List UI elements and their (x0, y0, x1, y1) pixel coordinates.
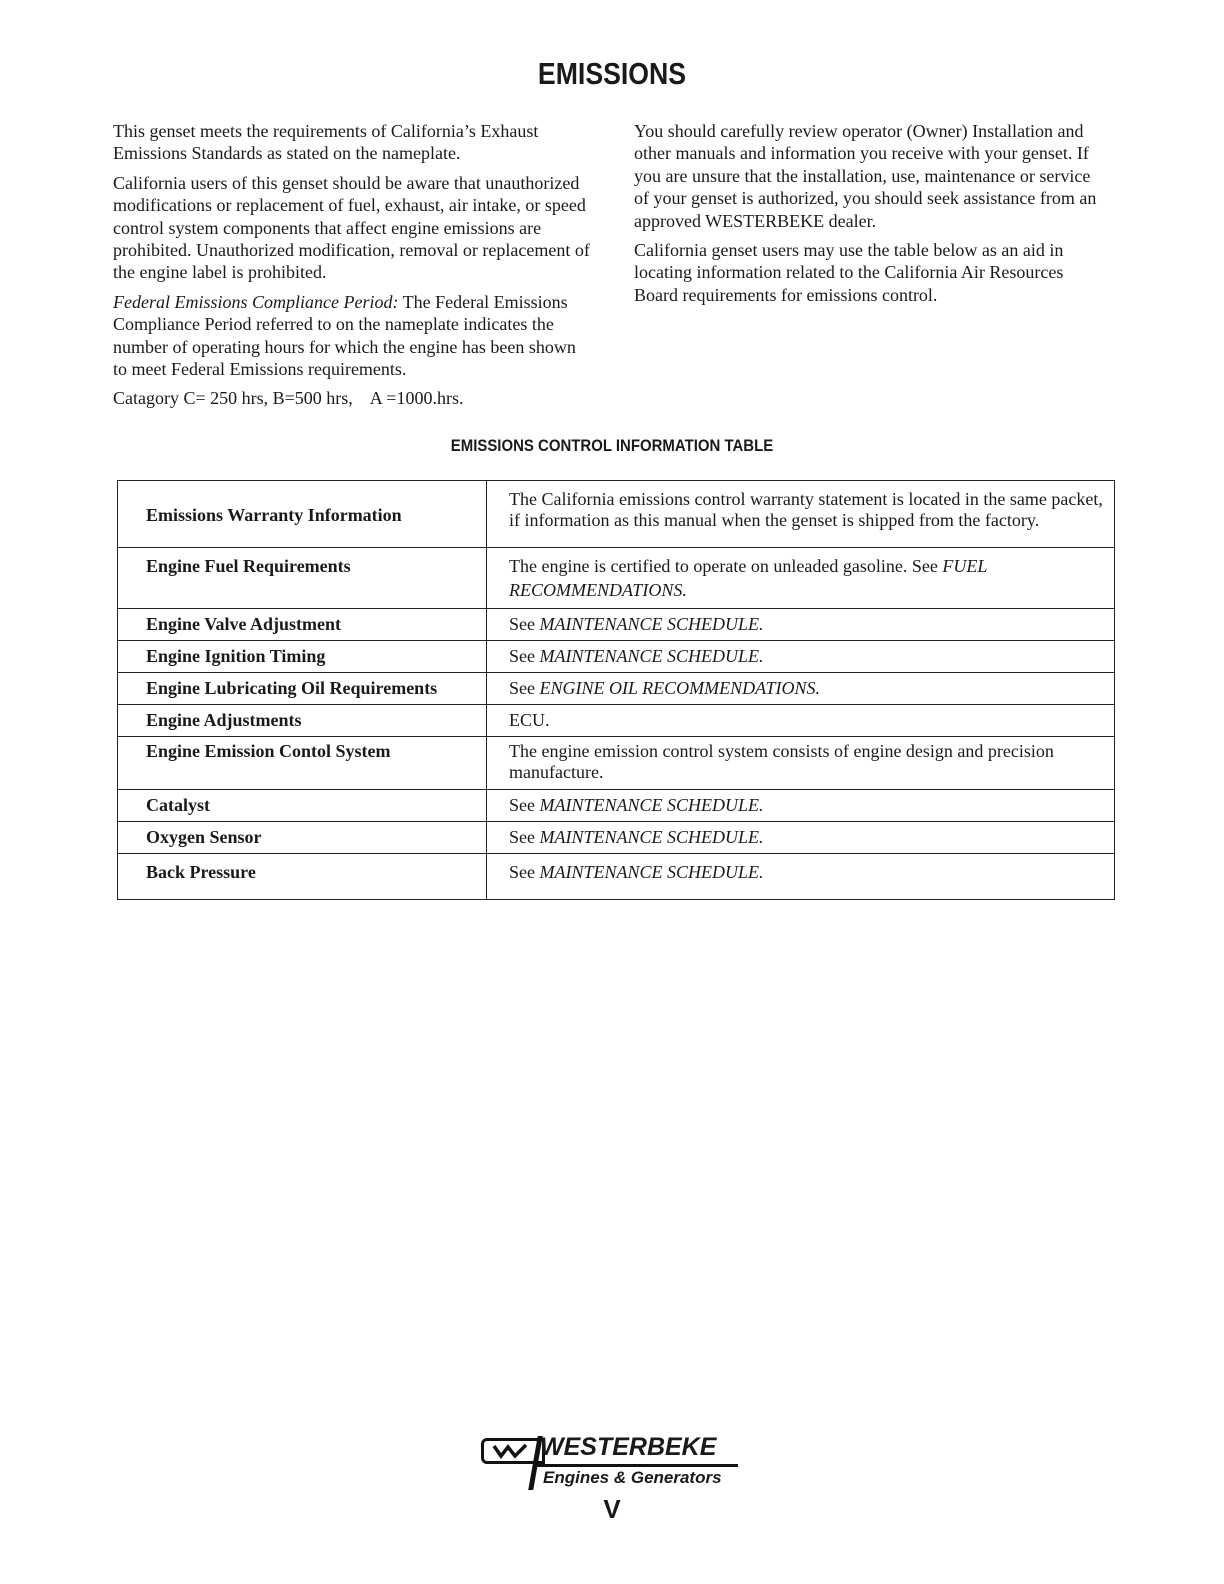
row-value (487, 673, 1115, 705)
row-value-ref: FUEL RECOMMENDATIONS. (509, 556, 988, 600)
california-users-paragraph: California users of this genset should be aware that unauthorized modifications or replacement of fuel, exhaust, air intake, or speed control system components that affect engine emissions are prohibited. Unauthorized modification, removal or replacement of the engine label is prohibited. (113, 172, 590, 283)
table-row (118, 790, 1115, 822)
row-label: Engine Adjustments (118, 705, 487, 737)
compliance-period-paragraph (113, 291, 593, 381)
row-value-ref: MAINTENANCE SCHEDULE. (539, 862, 764, 882)
logo-rule (533, 1464, 738, 1467)
compliance-period-text: The Federal Emissions Compliance Period referred to on the nameplate indicates the number of operating hours for which the engine has been shown to meet Federal Emissions requirements. (113, 291, 576, 380)
row-value (487, 705, 1115, 737)
row-value (487, 481, 1115, 548)
row-label: Engine Emission Contol System (118, 737, 487, 790)
table-row (118, 737, 1115, 790)
row-value (487, 641, 1115, 673)
row-value-ref: MAINTENANCE SCHEDULE. (539, 646, 764, 666)
emissions-control-table (117, 480, 1115, 900)
row-label: Engine Ignition Timing (118, 641, 487, 673)
row-value-text: See (509, 678, 540, 698)
row-label: Engine Fuel Requirements (118, 548, 487, 609)
table-row (118, 854, 1115, 900)
table-aid-paragraph: California genset users may use the table below as an aid in locating information related to the California Air Resources Board requirements for emissions control. (634, 240, 1064, 305)
compliance-period-label: Federal Emissions Compliance Period: (113, 291, 399, 312)
row-value-text: The California emissions control warranty statement is located in the same packet, if information as this manual when the genset is shipped from the factory. (509, 489, 1103, 530)
row-value (487, 790, 1115, 822)
row-label: Catalyst (118, 790, 487, 822)
row-label: Engine Lubricating Oil Requirements (118, 673, 487, 705)
table-row (118, 548, 1115, 609)
row-value-text: See (509, 614, 540, 634)
row-value-text: The engine emission control system consists of engine design and precision manufacture. (509, 741, 1054, 782)
brand-name: WESTERBEKE (540, 1433, 717, 1461)
westerbeke-logo (481, 1430, 743, 1492)
row-value (487, 822, 1115, 854)
row-value-text: ECU. (509, 710, 550, 730)
row-value (487, 609, 1115, 641)
row-value-text: See (509, 862, 540, 882)
table-row (118, 609, 1115, 641)
table-row (118, 481, 1115, 548)
brand-tagline: Engines & Generators (543, 1468, 722, 1487)
row-value-text: See (509, 795, 540, 815)
page-title: EMISSIONS (537, 56, 687, 91)
left-column (113, 120, 593, 417)
table-row (118, 705, 1115, 737)
review-manuals-paragraph: You should carefully review operator (Owner) Installation and other manuals and information you receive with your genset. If you are unsure that the installation, use, maintenance or service of your genset is authorized, you should seek assistance from an approved WESTERBEKE dealer. (634, 121, 1097, 231)
row-value-text: See (509, 827, 540, 847)
right-column (634, 120, 1104, 313)
catagory-hours: Catagory C= 250 hrs, B=500 hrs, A =1000.hrs. (113, 388, 464, 409)
row-value (487, 854, 1115, 900)
table-row (118, 673, 1115, 705)
row-value-text: See (509, 646, 540, 666)
page-number: V (603, 1494, 621, 1524)
row-value-ref: MAINTENANCE SCHEDULE. (539, 795, 764, 815)
row-label: Emissions Warranty Information (118, 481, 487, 548)
row-value-ref: ENGINE OIL RECOMMENDATIONS. (539, 678, 820, 698)
table-row (118, 641, 1115, 673)
row-label: Oxygen Sensor (118, 822, 487, 854)
row-value (487, 548, 1115, 609)
row-label: Engine Valve Adjustment (118, 609, 487, 641)
row-label: Back Pressure (118, 854, 487, 900)
table-title: EMISSIONS CONTROL INFORMATION TABLE (450, 436, 774, 455)
table-row (118, 822, 1115, 854)
row-value-ref: MAINTENANCE SCHEDULE. (539, 614, 764, 634)
intro-paragraph: This genset meets the requirements of California’s Exhaust Emissions Standards as stated on the nameplate. (113, 121, 539, 164)
row-value (487, 737, 1115, 790)
row-value-text: The engine is certified to operate on unleaded gasoline. See (509, 556, 943, 576)
row-value-ref: MAINTENANCE SCHEDULE. (539, 827, 764, 847)
